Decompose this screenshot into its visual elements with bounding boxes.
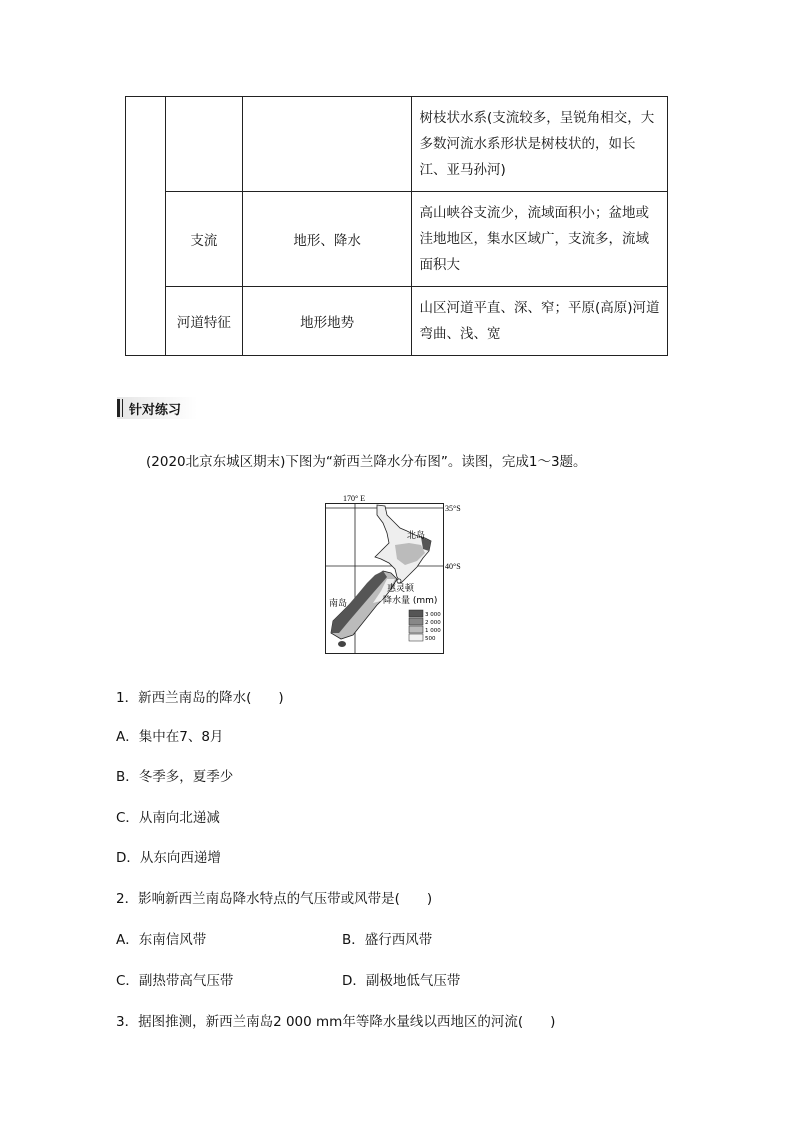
table-merged-cell	[126, 97, 166, 356]
question-1-option-d[interactable]: D．从东向西递增	[116, 850, 221, 866]
table-cell	[165, 97, 242, 192]
question-2-option-a[interactable]: A．东南信风带	[116, 932, 207, 948]
section-heading	[117, 397, 197, 419]
question-2-option-c[interactable]: C．副热带高气压带	[116, 973, 234, 989]
question-2-stem: 2．影响新西兰南岛降水特点的气压带或风带是( )	[116, 891, 433, 907]
latitude-label-35: 35°S	[445, 504, 461, 513]
table-cell	[242, 287, 412, 356]
legend-swatch	[409, 618, 423, 625]
legend-label: 2 000	[425, 620, 441, 626]
question-2-option-b[interactable]: B．盛行西风带	[342, 932, 433, 948]
legend-title: 降水量 (mm)	[383, 596, 438, 606]
question-1-stem: 1．新西兰南岛的降水( )	[116, 690, 284, 706]
table-cell	[412, 192, 668, 287]
cell-text: 支流	[190, 233, 218, 249]
legend-label: 3 000	[425, 612, 441, 618]
question-1-option-b[interactable]: B．冬季多，夏季少	[116, 769, 234, 785]
stewart-island-shape	[338, 641, 346, 647]
south-island-label: 南岛	[329, 599, 348, 609]
table-cell	[412, 287, 668, 356]
table-cell	[242, 192, 412, 287]
intro-text: (2020北京东城区期末)下图为“新西兰降水分布图”。读图，完成1～3题。	[146, 454, 587, 470]
table-cell	[242, 97, 412, 192]
heading-bar	[122, 399, 123, 417]
question-2-option-d[interactable]: D．副极地低气压带	[342, 973, 461, 989]
table-cell	[165, 287, 242, 356]
table-cell	[412, 97, 668, 192]
cell-text: 高山峡谷支流少，流域面积小；盆地或洼地地区，集水区域广，支流多，流域面积大	[419, 205, 649, 273]
legend-swatch	[409, 634, 423, 641]
latitude-label-40: 40°S	[445, 562, 461, 571]
river-features-table	[125, 96, 668, 356]
table-cell	[165, 192, 242, 287]
question-1-option-c[interactable]: C．从南向北递减	[116, 810, 220, 826]
longitude-label: 170° E	[343, 494, 366, 503]
legend-label: 500	[425, 636, 436, 642]
cell-text: 地形地势	[300, 315, 355, 331]
north-island-label: 北岛	[407, 531, 426, 541]
question-3-stem: 3．据图推测，新西兰南岛2 000 mm年等降水量线以西地区的河流( )	[116, 1014, 556, 1030]
new-zealand-precipitation-map	[325, 493, 470, 655]
cell-text: 树枝状水系(支流较多，呈锐角相交，大多数河流水系形状是树枝状的，如长江、亚马孙河)	[419, 110, 655, 178]
section-title: 针对练习	[129, 403, 182, 418]
legend-swatch	[409, 610, 423, 617]
legend-label: 1 000	[425, 628, 441, 634]
city-label: 惠灵顿	[387, 584, 415, 594]
cell-text: 山区河道平直、深、窄；平原(高原)河道弯曲、浅、宽	[419, 300, 660, 342]
heading-bar	[117, 399, 120, 417]
question-1-option-a[interactable]: A．集中在7、8月	[116, 729, 224, 745]
legend-swatch	[409, 626, 423, 633]
wellington-marker	[397, 579, 401, 583]
cell-text: 地形、降水	[293, 233, 361, 249]
cell-text: 河道特征	[176, 315, 231, 331]
